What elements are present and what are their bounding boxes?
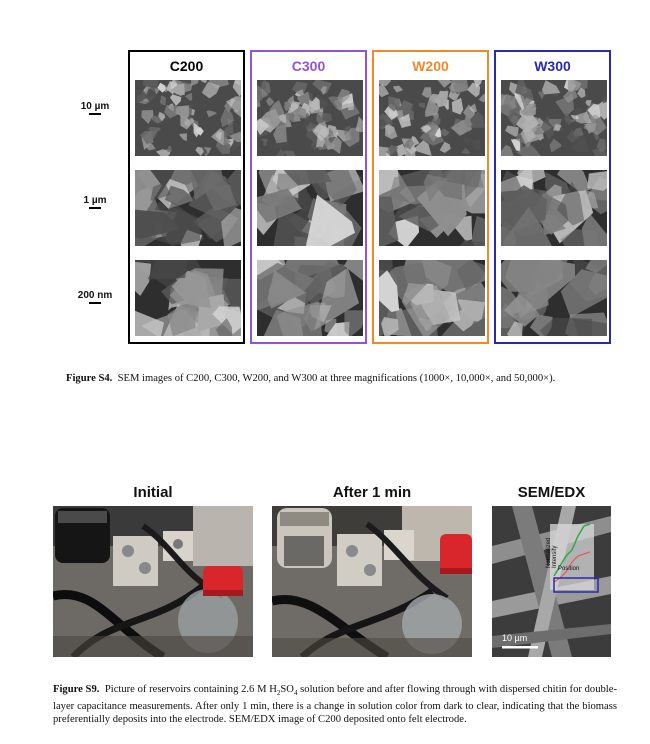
sem-image-w300-1um [501,170,607,246]
panel-w300 [494,50,611,344]
panel-title-w200: W200 [412,58,449,74]
panel-c300 [250,50,367,344]
panel-c200 [128,50,245,344]
scale-label-1um: 1 µm [60,195,130,209]
sem-scale-label: 10 µm [502,633,528,643]
photo-sem-edx [492,506,611,657]
photo-title-after: After 1 min [332,484,412,501]
sem-image-w200-1um [379,170,485,246]
sem-image-c300-10um [257,80,363,156]
sem-image-w300-10um [501,80,607,156]
panel-title-c200: C200 [169,58,204,74]
photo-title-sem-edx: SEM/EDX [517,484,586,501]
panel-title-c300: C300 [291,58,326,74]
sem-image-w200-10um [379,80,485,156]
sem-axis-x-label: Position [558,566,580,572]
figure-s4-caption: Figure S4. SEM images of C200, C300, W200, and W300 at three magnifications (1000×, 10,000×, and 50,000×). [66,373,556,384]
figure-s9-caption: Figure S9. Picture of reservoirs containing 2.6 M $H_2SO_4$ solution before and after flowing through with dispersed chitin for double-layer capacitance measurements. After only 1 min, there is a change in solution color from dark to clear, indicating that the biomass preferentially deposits into the electrode. SEM/EDX image of C200 deposited onto felt electrode. [53,684,617,726]
panel-title-w300: W300 [534,58,571,74]
scale-label-10um: 10 µm [60,101,130,115]
sem-image-c200-200nm [135,260,241,336]
sem-image-c200-10um [135,80,241,156]
sem-image-w300-200nm [501,260,607,336]
photo-title-initial: Initial [133,484,173,501]
panel-w200 [372,50,489,344]
photo-initial [53,506,253,657]
sem-image-w200-200nm [379,260,485,336]
photo-after-1-min [272,506,472,657]
sem-image-c300-200nm [257,260,363,336]
sem-axis-y-label: Normalized Intensity [546,537,558,568]
sem-image-c300-1um [257,170,363,246]
sem-image-c200-1um [135,170,241,246]
scale-label-200nm: 200 nm [60,290,130,304]
